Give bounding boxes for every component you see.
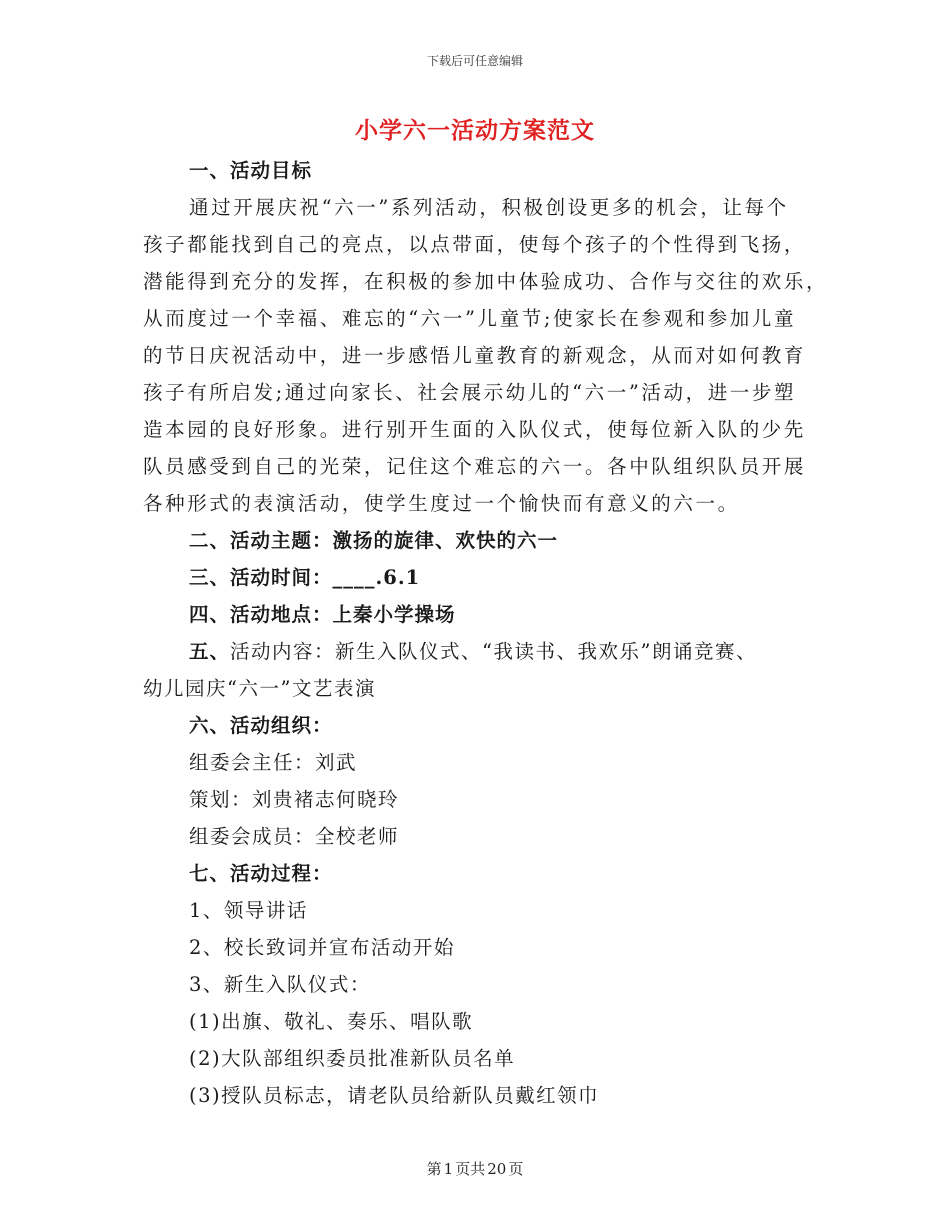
section-content-line: 幼儿园庆“六一”文艺表演 [143, 677, 376, 700]
paragraph-line: 通过开展庆祝“六一”系列活动，积极创设更多的机会，让每个 [189, 196, 789, 219]
organization-item: 组委会成员：全校老师 [189, 825, 400, 848]
page-total: 20 [487, 1160, 507, 1178]
section-number: 五、 [189, 640, 231, 663]
section-heading-place: 四、活动地点：上秦小学操场 [189, 603, 456, 626]
paragraph-line: 从而度过一个幸福、难忘的“六一”儿童节;使家长在参观和参加儿童 [143, 307, 797, 330]
goal-paragraph [143, 189, 829, 522]
section-heading-goal: 一、活动目标 [189, 159, 313, 182]
process-item: (2)大队部组织委员批准新队员名单 [189, 1047, 516, 1070]
paragraph-line: 孩子有所启发;通过向家长、社会展示幼儿的“六一”活动，进一步塑 [143, 381, 797, 404]
section-content-text: 活动内容：新生入队仪式、“我读书、我欢乐”朗诵竞赛、 [230, 640, 757, 663]
footer-middle: 页共 [455, 1160, 486, 1178]
page-number: 1 [443, 1160, 454, 1178]
paragraph-line: 潜能得到充分的发挥，在积极的参加中体验成功、合作与交往的欢乐， [143, 270, 829, 293]
header-note: 下载后可任意编辑 [426, 54, 523, 68]
process-item: 3、新生入队仪式： [189, 973, 371, 996]
paragraph-line: 的节日庆祝活动中，进一步感悟儿童教育的新观念，从而对如何教育 [143, 344, 807, 367]
process-item: 2、校长致词并宣布活动开始 [189, 936, 455, 959]
paragraph-line: 各种形式的表演活动，使学生度过一个愉快而有意义的六一。 [143, 492, 740, 515]
page-footer [0, 1158, 950, 1179]
section-heading-theme: 二、活动主题：激扬的旋律、欢快的六一 [189, 529, 559, 552]
section-content-line [143, 633, 807, 670]
section-heading-organization: 六、活动组织： [189, 714, 333, 737]
paragraph-line: 队员感受到自己的光荣，记住这个难忘的六一。各中队组织队员开展 [143, 455, 807, 478]
process-item: (1)出旗、敬礼、奏乐、唱队歌 [189, 1010, 474, 1033]
document-body [143, 152, 829, 1114]
organization-item: 策划：刘贵褚志何晓玲 [189, 788, 400, 811]
paragraph-line: 孩子都能找到自己的亮点，以点带面，使每个孩子的个性得到飞扬， [143, 233, 807, 256]
section-heading-time: 三、活动时间：____.6.1 [189, 566, 421, 589]
process-item: (3)授队员标志，请老队员给新队员戴红领巾 [189, 1084, 600, 1107]
footer-prefix: 第 [426, 1160, 442, 1178]
paragraph-line: 造本园的良好形象。进行别开生面的入队仪式，使每位新入队的少先 [143, 418, 807, 441]
footer-suffix: 页 [508, 1160, 524, 1178]
process-item: 1、领导讲话 [189, 899, 308, 922]
organization-item: 组委会主任：刘武 [189, 751, 358, 774]
section-heading-process: 七、活动过程： [189, 862, 333, 885]
document-title: 小学六一活动方案范文 [355, 117, 595, 144]
